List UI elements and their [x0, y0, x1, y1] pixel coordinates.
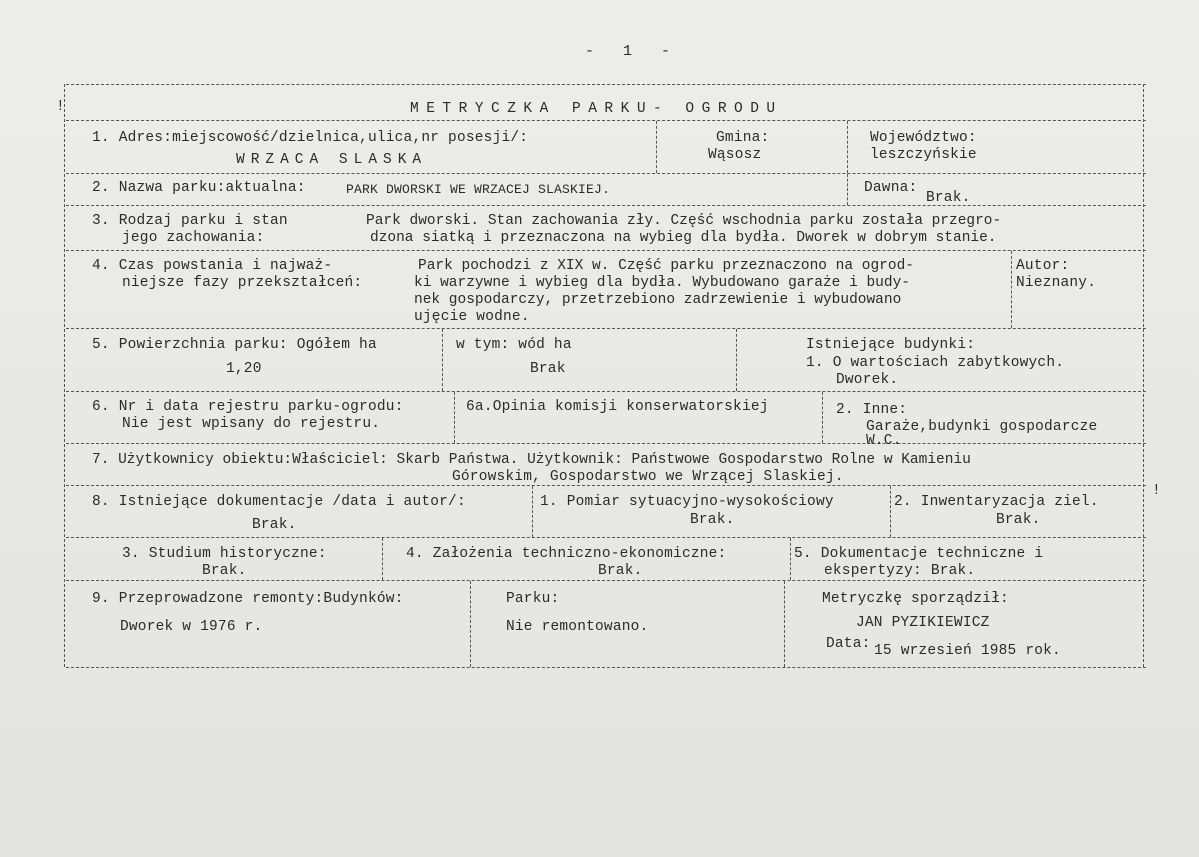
divider-8c	[382, 538, 383, 580]
rule-under-title	[66, 120, 1146, 121]
rule-4	[66, 328, 1146, 329]
other-buildings-value: Garaże,budynki gospodarcze	[866, 419, 1098, 435]
users-line-1: 7. Użytkownicy obiektu:Właściciel: Skarb Państwa. Użytkownik: Państwowe Gospodarstwo Rolne w Kamieniu	[92, 452, 971, 468]
voivodeship-value: leszczyńskie	[870, 147, 977, 163]
margin-mark-left: !	[56, 99, 65, 115]
rule-bottom	[66, 667, 1146, 668]
buildings-line-1: 1. O wartościach zabytkowych.	[806, 355, 1065, 371]
history-text-4: ujęcie wodne.	[414, 309, 530, 325]
prepared-by-value: JAN PYZIKIEWICZ	[856, 615, 990, 631]
divider-6b	[822, 392, 823, 443]
border-left	[64, 84, 65, 667]
technical-docs-line-2: ekspertyzy: Brak.	[824, 563, 976, 579]
buildings-line-2: Dworek.	[836, 372, 899, 388]
inventory-label: 2. Inwentaryzacja ziel.	[894, 494, 1099, 510]
inventory-value: Brak.	[996, 512, 1041, 528]
park-name-value: PARK DWORSKI WE WRZACEJ SLASKIEJ.	[346, 182, 611, 197]
margin-mark-right: !	[1152, 483, 1161, 499]
other-buildings-label: 2. Inne:	[836, 402, 908, 418]
park-name-label: 2. Nazwa parku:aktualna:	[92, 180, 306, 196]
survey-value: Brak.	[690, 512, 735, 528]
divider-9b	[784, 581, 785, 667]
register-label: 6. Nr i data rejestru parku-ogrodu:	[92, 399, 404, 415]
divider-4	[1011, 251, 1012, 328]
park-type-text-2: dzona siatką i przeznaczona na wybieg dla bydła. Dworek w dobrym stanie.	[370, 230, 997, 246]
area-value: 1,20	[226, 361, 262, 377]
other-buildings-value-2: W.C.	[866, 433, 902, 449]
area-label: 5. Powierzchnia parku: Ogółem ha	[92, 337, 377, 353]
voivodeship-label: Województwo:	[870, 130, 977, 146]
repairs-buildings-value: Dworek w 1976 r.	[120, 619, 263, 635]
rule-5	[66, 391, 1146, 392]
border-right	[1143, 84, 1144, 667]
historical-study-label: 3. Studium historyczne:	[122, 546, 327, 562]
form-title: METRYCZKA PARKU- OGRODU	[410, 101, 783, 117]
technical-assumptions-label: 4. Założenia techniczno-ekonomiczne:	[406, 546, 727, 562]
water-label: w tym: wód ha	[456, 337, 572, 353]
address-value: WRZACA SLASKA	[236, 152, 428, 168]
gmina-value: Wąsosz	[708, 147, 762, 163]
rule-2	[66, 205, 1146, 206]
prepared-by-label: Metryczkę sporządził:	[822, 591, 1009, 607]
page-number: - 1 -	[585, 43, 681, 60]
rule-8	[66, 537, 1146, 538]
technical-assumptions-value: Brak.	[598, 563, 643, 579]
address-label: 1. Adres:miejscowość/dzielnica,ulica,nr posesji/:	[92, 130, 529, 146]
documentation-label: 8. Istniejące dokumentacje /data i autor/:	[92, 494, 466, 510]
divider-8a	[532, 486, 533, 537]
former-name-label: Dawna:	[864, 180, 918, 196]
history-text-1: Park pochodzi z XIX w. Część parku przeznaczono na ogrod-	[418, 258, 914, 274]
divider-6a	[454, 392, 455, 443]
divider-5a	[442, 329, 443, 391]
divider-1b	[847, 121, 848, 173]
date-value: 15 wrzesień 1985 rok.	[874, 643, 1061, 659]
park-type-label-2: jego zachowania:	[122, 230, 265, 246]
register-value: Nie jest wpisany do rejestru.	[122, 416, 381, 432]
rule-7	[66, 485, 1146, 486]
former-name-value: Brak.	[926, 190, 971, 206]
gmina-label: Gmina:	[716, 130, 770, 146]
conservation-opinion: 6a.Opinia komisji konserwatorskiej	[466, 399, 769, 415]
history-text-3: nek gospodarczy, przetrzebiono zadrzewienie i wybudowano	[414, 292, 902, 308]
divider-8d	[790, 538, 791, 580]
water-value: Brak	[530, 361, 566, 377]
users-line-2: Górowskim, Gospodarstwo we Wrzącej Slaskiej.	[452, 469, 844, 485]
divider-1a	[656, 121, 657, 173]
rule-top	[66, 84, 1146, 85]
survey-label: 1. Pomiar sytuacyjno-wysokościowy	[540, 494, 834, 510]
date-label: Data:	[826, 636, 871, 652]
park-type-text-1: Park dworski. Stan zachowania zły. Część wschodnia parku została przegro-	[366, 213, 1002, 229]
author-label: Autor:	[1016, 258, 1070, 274]
author-value: Nieznany.	[1016, 275, 1097, 291]
divider-8b	[890, 486, 891, 537]
rule-3	[66, 250, 1146, 251]
divider-9a	[470, 581, 471, 667]
rule-8b	[66, 580, 1146, 581]
rule-1	[66, 173, 1146, 174]
technical-docs-line-1: 5. Dokumentacje techniczne i	[794, 546, 1044, 562]
history-text-2: ki warzywne i wybieg dla bydła. Wybudowano garaże i budy-	[414, 275, 910, 291]
repairs-park-value: Nie remontowano.	[506, 619, 649, 635]
divider-5b	[736, 329, 737, 391]
rule-6	[66, 443, 1146, 444]
repairs-park-label: Parku:	[506, 591, 560, 607]
park-type-label-1: 3. Rodzaj parku i stan	[92, 213, 288, 229]
repairs-label: 9. Przeprowadzone remonty:Budynków:	[92, 591, 404, 607]
history-label-2: niejsze fazy przekształceń:	[122, 275, 363, 291]
buildings-label: Istniejące budynki:	[806, 337, 976, 353]
history-label-1: 4. Czas powstania i najważ-	[92, 258, 333, 274]
divider-2	[847, 174, 848, 205]
documentation-value: Brak.	[252, 517, 297, 533]
historical-study-value: Brak.	[202, 563, 247, 579]
